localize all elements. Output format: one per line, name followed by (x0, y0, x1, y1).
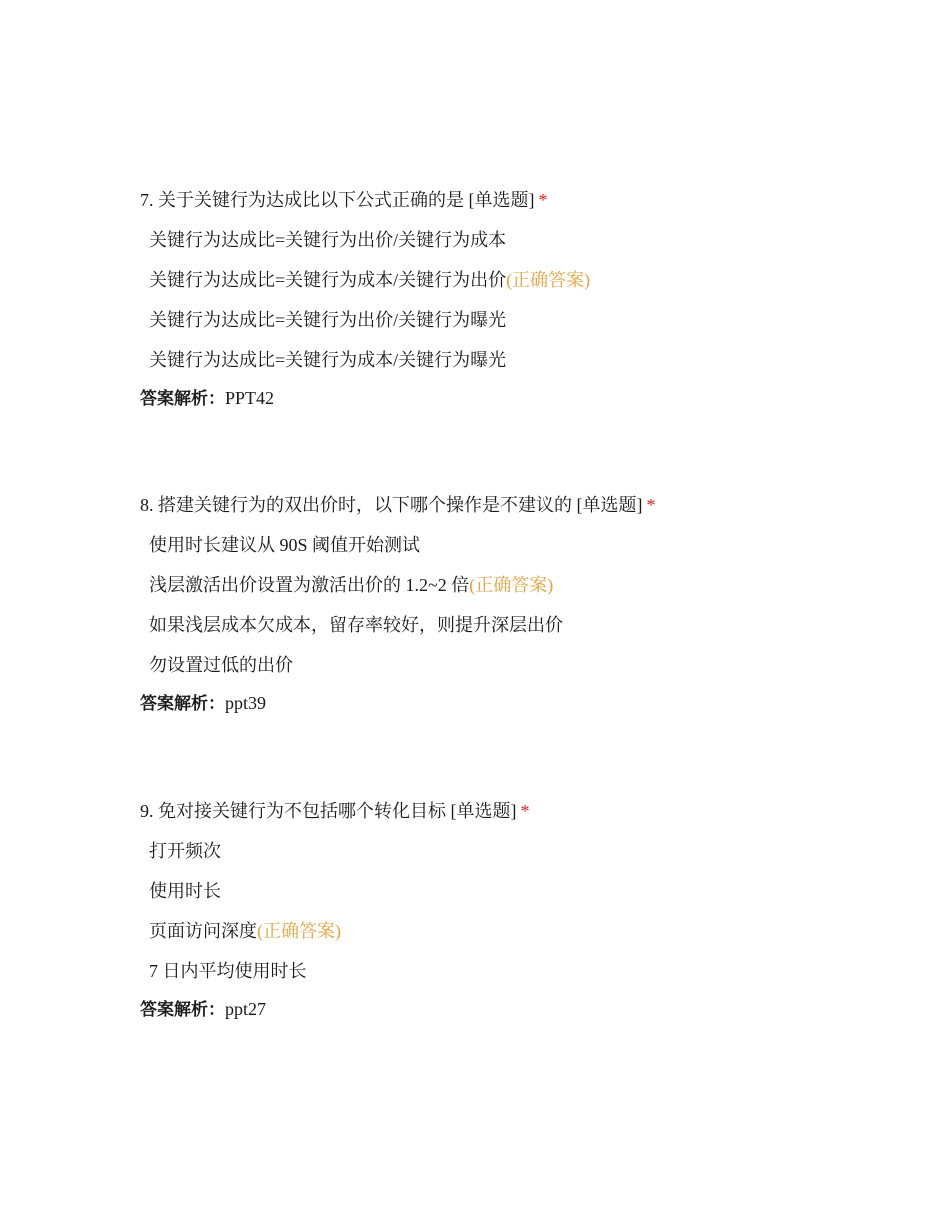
analysis-value: ppt27 (225, 999, 267, 1019)
analysis-value: ppt39 (225, 693, 267, 713)
required-mark: * (646, 495, 656, 515)
analysis-label: 答案解析： (140, 389, 225, 409)
option-text: 7 日内平均使用时长 (149, 961, 307, 981)
question-title-text: 8. 搭建关键行为的双出价时，以下哪个操作是不建议的 [单选题] (140, 495, 643, 515)
option-d (140, 959, 900, 983)
option-c (140, 613, 900, 637)
option-a (140, 228, 900, 252)
answer-analysis (140, 997, 900, 1021)
option-text: 关键行为达成比=关键行为成本/关键行为出价 (149, 270, 507, 290)
analysis-value: PPT42 (225, 388, 275, 408)
option-c (140, 308, 900, 332)
question-7 (140, 188, 900, 410)
option-c (140, 919, 900, 943)
option-b (140, 573, 900, 597)
option-b (140, 879, 900, 903)
answer-analysis (140, 691, 900, 715)
analysis-label: 答案解析： (140, 1000, 225, 1020)
option-d (140, 348, 900, 372)
answer-analysis (140, 386, 900, 410)
question-9 (140, 799, 900, 1021)
option-text: 关键行为达成比=关键行为成本/关键行为曝光 (149, 350, 507, 370)
option-text: 关键行为达成比=关键行为出价/关键行为曝光 (149, 310, 507, 330)
option-list (140, 228, 900, 372)
option-text: 页面访问深度 (149, 921, 257, 941)
option-list (140, 533, 900, 677)
option-text: 浅层激活出价设置为激活出价的 1.2~2 倍 (149, 575, 470, 595)
question-title-text: 7. 关于关键行为达成比以下公式正确的是 [单选题] (140, 190, 535, 210)
option-text: 使用时长 (149, 881, 221, 901)
option-text: 使用时长建议从 90S 阈值开始测试 (149, 535, 421, 555)
correct-answer-label: (正确答案) (506, 270, 591, 290)
option-b (140, 268, 900, 292)
correct-answer-label: (正确答案) (257, 921, 341, 941)
required-mark: * (520, 801, 530, 821)
option-text: 勿设置过低的出价 (149, 655, 293, 675)
option-list (140, 839, 900, 983)
analysis-label: 答案解析： (140, 694, 225, 714)
option-text: 关键行为达成比=关键行为出价/关键行为成本 (149, 230, 507, 250)
option-d (140, 653, 900, 677)
required-mark: * (538, 190, 548, 210)
option-text: 打开频次 (149, 841, 221, 861)
question-8 (140, 493, 900, 715)
question-title (140, 799, 900, 823)
correct-answer-label: (正确答案) (469, 575, 554, 595)
option-text: 如果浅层成本欠成本，留存率较好，则提升深层出价 (149, 615, 563, 635)
question-title (140, 493, 900, 517)
option-a (140, 839, 900, 863)
question-title-text: 9. 免对接关键行为不包括哪个转化目标 [单选题] (140, 801, 517, 821)
option-a (140, 533, 900, 557)
question-title (140, 188, 900, 212)
